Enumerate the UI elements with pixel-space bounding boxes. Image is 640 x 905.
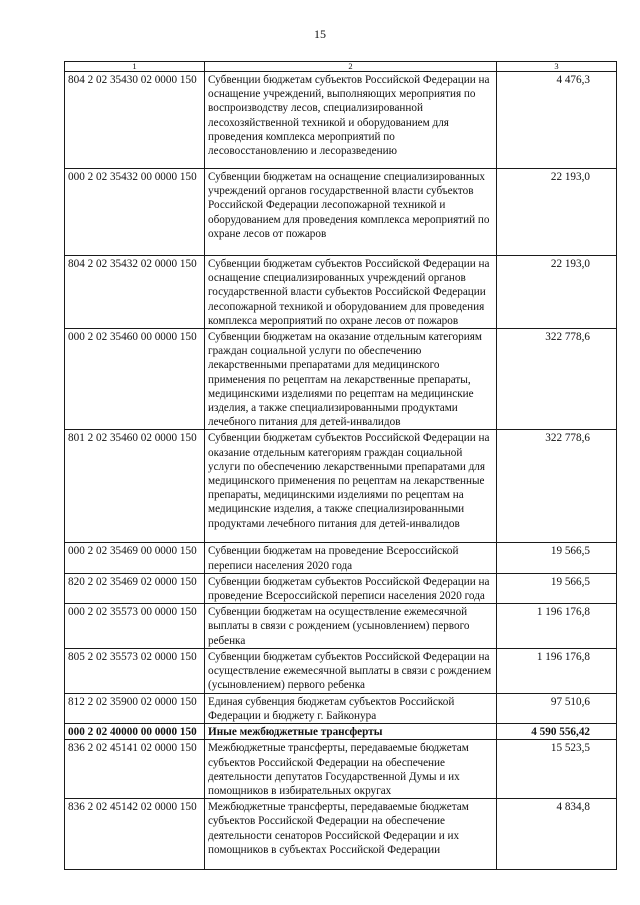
budget-amount-cell: 97 510,6 [497, 693, 617, 723]
budget-description-cell: Субвенции бюджетам на оснащение специализированных учреждений органов государственной власти субъектов Российской Федерации лесопожарной техникой и оборудованием для проведения комплекса мероприятий по охране лесов от пожаров [205, 169, 497, 256]
budget-code-cell: 820 2 02 35469 02 0000 150 [65, 573, 205, 603]
budget-amount-cell: 15 523,5 [497, 740, 617, 799]
budget-code-cell: 812 2 02 35900 02 0000 150 [65, 693, 205, 723]
budget-code-cell: 000 2 02 35432 00 0000 150 [65, 169, 205, 256]
table-row [65, 724, 617, 740]
budget-amount-cell: 19 566,5 [497, 543, 617, 573]
table-row [65, 740, 617, 799]
budget-description-cell: Иные межбюджетные трансферты [205, 724, 497, 740]
table-row [65, 329, 617, 430]
budget-code-cell: 836 2 02 45141 02 0000 150 [65, 740, 205, 799]
budget-code-cell: 000 2 02 35469 00 0000 150 [65, 543, 205, 573]
column-header-code: 1 [65, 62, 205, 72]
budget-amount-cell: 22 193,0 [497, 256, 617, 329]
table-row [65, 543, 617, 573]
budget-code-cell: 804 2 02 35430 02 0000 150 [65, 72, 205, 169]
page-number: 15 [314, 27, 326, 41]
table-row [65, 648, 617, 693]
budget-description-cell: Субвенции бюджетам субъектов Российской Федерации на оснащение учреждений, выполняющих мероприятия по воспроизводству лесов, специализированной лесохозяйственной техникой и оборудованием для проведения комплекса мероприятий по лесовосстановлению и лесоразведению [205, 72, 497, 169]
table-row [65, 573, 617, 603]
budget-amount-cell: 4 590 556,42 [497, 724, 617, 740]
table-row [65, 430, 617, 543]
table-row [65, 604, 617, 649]
budget-amount-cell: 22 193,0 [497, 169, 617, 256]
budget-description-cell: Субвенции бюджетам субъектов Российской Федерации на оказание отдельным категориям граждан социальной услуги по обеспечению лекарственными препаратами для медицинского применения по рецептам на лекарственные препараты, медицинскими изделиями по рецептам на медицинские изделия, а также специализированными продуктами лечебного питания для детей-инвалидов [205, 430, 497, 543]
budget-code-cell: 804 2 02 35432 02 0000 150 [65, 256, 205, 329]
budget-code-cell: 000 2 02 35460 00 0000 150 [65, 329, 205, 430]
budget-code-cell: 836 2 02 45142 02 0000 150 [65, 799, 205, 870]
table-row [65, 693, 617, 723]
budget-amount-cell: 19 566,5 [497, 573, 617, 603]
budget-table [64, 61, 617, 870]
budget-amount-cell: 322 778,6 [497, 329, 617, 430]
budget-description-cell: Субвенции бюджетам субъектов Российской Федерации на осуществление ежемесячной выплаты в связи с рождением (усыновлением) первого ребенка [205, 648, 497, 693]
column-header-name: 2 [205, 62, 497, 72]
budget-amount-cell: 4 834,8 [497, 799, 617, 870]
table-row [65, 72, 617, 169]
budget-description-cell: Единая субвенция бюджетам субъектов Российской Федерации и бюджету г. Байконура [205, 693, 497, 723]
budget-description-cell: Субвенции бюджетам на оказание отдельным категориям граждан социальной услуги по обеспечению лекарственными препаратами для медицинского применения по рецептам на лекарственные препараты, медицинскими изделиями по рецептам на медицинские изделия, а также специализированными продуктами лечебного питания для детей-инвалидов [205, 329, 497, 430]
table-row [65, 799, 617, 870]
budget-description-cell: Субвенции бюджетам субъектов Российской Федерации на проведение Всероссийской переписи населения 2020 года [205, 573, 497, 603]
budget-amount-cell: 1 196 176,8 [497, 604, 617, 649]
budget-description-cell: Субвенции бюджетам на осуществление ежемесячной выплаты в связи с рождением (усыновлением) первого ребенка [205, 604, 497, 649]
budget-amount-cell: 1 196 176,8 [497, 648, 617, 693]
budget-code-cell: 000 2 02 40000 00 0000 150 [65, 724, 205, 740]
budget-code-cell: 805 2 02 35573 02 0000 150 [65, 648, 205, 693]
column-header-amount: 3 [497, 62, 617, 72]
budget-description-cell: Субвенции бюджетам на проведение Всероссийской переписи населения 2020 года [205, 543, 497, 573]
table-header-row [65, 62, 617, 72]
budget-code-cell: 000 2 02 35573 00 0000 150 [65, 604, 205, 649]
budget-code-cell: 801 2 02 35460 02 0000 150 [65, 430, 205, 543]
budget-description-cell: Межбюджетные трансферты, передаваемые бюджетам субъектов Российской Федерации на обеспечение деятельности сенаторов Российской Федерации и их помощников в субъектах Российской Федерации [205, 799, 497, 870]
table-row [65, 256, 617, 329]
table-body [65, 62, 617, 870]
budget-description-cell: Субвенции бюджетам субъектов Российской Федерации на оснащение специализированных учреждений органов государственной власти субъектов Российской Федерации лесопожарной техникой и оборудованием для проведения комплекса мероприятий по охране лесов от пожаров [205, 256, 497, 329]
budget-amount-cell: 4 476,3 [497, 72, 617, 169]
budget-amount-cell: 322 778,6 [497, 430, 617, 543]
table-row [65, 169, 617, 256]
budget-description-cell: Межбюджетные трансферты, передаваемые бюджетам субъектов Российской Федерации на обеспечение деятельности депутатов Государственной Думы и их помощников в избирательных округах [205, 740, 497, 799]
